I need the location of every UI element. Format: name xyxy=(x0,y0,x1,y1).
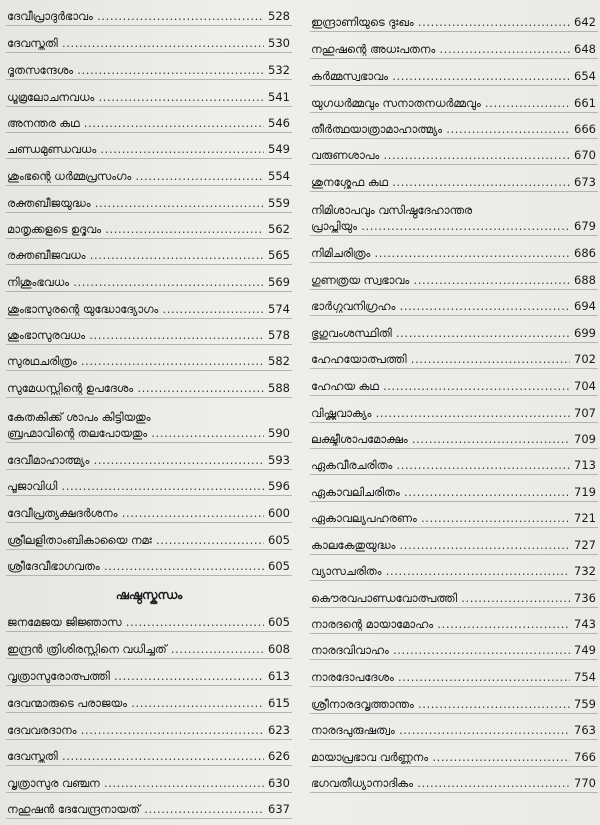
toc-entry-title-line1: കേതകിക്ക് ശാപം കിട്ടിയതും xyxy=(7,410,151,424)
toc-entry-title: ശ്രീനാരദവൃത്താന്തം ..... xyxy=(310,698,570,711)
toc-entry-page-number: 688 xyxy=(574,273,596,287)
toc-entry[interactable] xyxy=(310,86,598,113)
toc-entry-page-number: 670 xyxy=(574,148,596,162)
toc-entry[interactable] xyxy=(310,660,598,687)
toc-entry-title: ചണ്ഡമുണ്ഡവധം ..... xyxy=(6,143,264,156)
toc-entry[interactable] xyxy=(310,740,598,767)
toc-entry-title: നിമിചരിത്രം ..... xyxy=(310,247,570,260)
toc-entry[interactable] xyxy=(6,213,292,239)
toc-entry[interactable] xyxy=(310,502,598,528)
toc-entry[interactable] xyxy=(310,59,598,86)
toc-entry-page-number: 637 xyxy=(268,802,290,816)
toc-entry-title: യുഗധർമ്മവും സനാതനധർമ്മവും ..... xyxy=(310,97,570,110)
toc-entry-page-number: 559 xyxy=(268,196,290,210)
toc-entry-title: ദേവവരദാനം ..... xyxy=(6,724,264,737)
toc-entry[interactable] xyxy=(310,475,598,502)
toc-entry-title: നിശുംഭവധം ..... xyxy=(6,276,264,289)
toc-entry[interactable] xyxy=(6,107,292,133)
toc-entry-page-number: 713 xyxy=(574,458,596,472)
toc-entry[interactable] xyxy=(310,236,598,263)
toc-entry-page-number: 578 xyxy=(268,328,290,342)
toc-entry-page-number: 673 xyxy=(574,175,596,189)
toc-entry-title: നഹുഷൻ ദേവേന്ദ്രനായത് ..... xyxy=(6,803,264,816)
toc-entry-title: ശുംഭന്റെ ധർമ്മപ്രസംഗം ..... xyxy=(6,170,264,183)
toc-entry-title: ഇന്ദ്രാണിയുടെ ദുഃഖം ..... xyxy=(310,16,570,29)
toc-entry-title: വിഷ്ണുവാക്യം ..... xyxy=(310,407,570,420)
section-heading xyxy=(6,576,292,607)
toc-entry-page-number: 615 xyxy=(268,696,290,710)
toc-entry-title: കൌരവപാണ്ഡവോത്പത്തി ..... xyxy=(310,592,570,605)
toc-entry-page-number: 642 xyxy=(574,15,596,29)
toc-entry-title: ശ്രീലളിതാംബികായൈ നമഃ ..... xyxy=(6,534,264,547)
toc-entry[interactable] xyxy=(310,139,598,165)
toc-entry-title: വരുണശാപം ..... xyxy=(310,149,570,162)
toc-entry-page-number: 562 xyxy=(268,222,290,236)
toc-entry-page-number: 574 xyxy=(268,302,290,316)
toc-entry-page-number: 709 xyxy=(574,432,596,446)
toc-entry-page-number: 541 xyxy=(268,90,290,104)
toc-entry-page-number: 704 xyxy=(574,379,596,393)
toc-entry-page-number: 736 xyxy=(574,591,596,605)
toc-entry-title: നാരദവിവാഹം ..... xyxy=(310,644,570,657)
toc-entry-page-number: 528 xyxy=(268,9,290,23)
toc-entry[interactable] xyxy=(6,239,292,265)
toc-entry[interactable] xyxy=(310,263,598,290)
toc-entry-title: ധൂമ്രലോചനവധം ..... xyxy=(6,91,264,104)
toc-entry[interactable] xyxy=(310,608,598,634)
toc-entry-page-number: 749 xyxy=(574,643,596,657)
toc-entry[interactable] xyxy=(310,192,598,236)
toc-entry-page-number: 613 xyxy=(268,669,290,683)
toc-entry-title: ഹേഹയോത്പത്തി ..... xyxy=(310,353,570,366)
toc-entry-title: നഹുഷന്റെ അധഃപതനം ..... xyxy=(310,43,570,56)
toc-entry-title: ജനമേജയ ജിജ്ഞാസ ..... xyxy=(6,616,264,629)
toc-entry-page-number: 686 xyxy=(574,246,596,260)
toc-entry[interactable] xyxy=(6,523,292,550)
toc-entry-title: സുമേധസ്സിന്റെ ഉപദേശം ..... xyxy=(6,382,264,395)
toc-entry-title: സുരഥചരിത്രം ..... xyxy=(6,355,264,368)
toc-entry-title: ഭഗവതീധ്യാനാദികം ..... xyxy=(310,777,570,790)
toc-entry-page-number: 530 xyxy=(268,36,290,50)
toc-entry-page-number: 623 xyxy=(268,723,290,737)
toc-entry[interactable] xyxy=(6,398,292,443)
toc-entry-page-number: 605 xyxy=(268,533,290,547)
toc-entry-page-number: 661 xyxy=(574,96,596,110)
toc-entry-title: ദേവീപ്രാദുർഭാവം ..... xyxy=(6,10,264,23)
toc-entry[interactable] xyxy=(6,713,292,740)
toc-entry-title: നാരദന്റെ മായാമോഹം ..... xyxy=(310,618,570,631)
toc-entry[interactable] xyxy=(310,32,598,59)
toc-entry-title: ഇന്ദ്രൻ ത്രിശിരസ്സിനെ വധിച്ചത് ..... xyxy=(6,643,264,656)
toc-entry[interactable] xyxy=(6,371,292,398)
toc-entry-title: ദേവന്മാരുടെ പരാജയം ..... xyxy=(6,697,264,710)
toc-entry-title: ശുംഭാസുരന്റെ യുദ്ധോദ്യോഗം ..... xyxy=(6,303,264,316)
toc-entry-page-number: 630 xyxy=(268,776,290,790)
toc-entry[interactable] xyxy=(6,659,292,686)
toc-entry-title: പ്രാപ്തിയും ..... xyxy=(310,220,570,233)
toc-entry-title: ലക്ഷ്മീശാപമോക്ഷം ..... xyxy=(310,433,570,446)
toc-entry[interactable] xyxy=(6,345,292,371)
toc-entry-page-number: 565 xyxy=(268,248,290,262)
toc-entry-page-number: 590 xyxy=(268,426,290,440)
toc-entry-page-number: 546 xyxy=(268,116,290,130)
toc-entry[interactable] xyxy=(6,793,292,819)
toc-entry-title: ഹേഹയ കഥ ..... xyxy=(310,380,570,393)
toc-entry-title: ദേവസ്തുതി ..... xyxy=(6,37,264,50)
toc-entry-title: നാരദപുരുഷത്വം ..... xyxy=(310,724,570,737)
toc-entry-page-number: 605 xyxy=(268,615,290,629)
toc-entry-title: ഗുണത്രയ സ്വഭാവം ..... xyxy=(310,274,570,287)
toc-entry-page-number: 593 xyxy=(268,453,290,467)
toc-entry-title: ദേവസ്തുതി ..... xyxy=(6,750,264,763)
toc-entry-title: വ്യാസചരിതം ..... xyxy=(310,565,570,578)
toc-entry-page-number: 626 xyxy=(268,749,290,763)
toc-entry[interactable] xyxy=(6,740,292,766)
toc-entry[interactable] xyxy=(6,186,292,213)
toc-entry-title: കർമ്മസ്വഭാവം ..... xyxy=(310,70,570,83)
toc-entry[interactable] xyxy=(310,423,598,449)
toc-right-column xyxy=(310,0,598,793)
toc-entry-page-number: 569 xyxy=(268,275,290,289)
toc-entry[interactable] xyxy=(6,686,292,713)
toc-entry[interactable] xyxy=(310,581,598,608)
toc-entry-page-number: 699 xyxy=(574,326,596,340)
toc-entry[interactable] xyxy=(310,634,598,660)
toc-entry-title: ശ്രീദേവീഭാഗവതം ..... xyxy=(6,560,264,573)
toc-entry-page-number: 648 xyxy=(574,42,596,56)
toc-entry-title: ഏകാവല്യപഹരണം ..... xyxy=(310,512,570,525)
toc-entry-page-number: 770 xyxy=(574,776,596,790)
toc-entry-page-number: 532 xyxy=(268,63,290,77)
toc-entry-title: ഭാർഗ്ഗവനിഗ്രഹം ..... xyxy=(310,300,570,313)
toc-entry-page-number: 654 xyxy=(574,69,596,83)
toc-entry[interactable] xyxy=(6,632,292,659)
section-heading-text: ഷഷ്ഠസ്കന്ധം xyxy=(115,588,183,602)
toc-left-column xyxy=(6,0,292,819)
toc-entry-title-line1: നിമിശാപവും വസിഷ്ഠദേഹാന്തര xyxy=(311,203,473,217)
toc-entry-page-number: 549 xyxy=(268,142,290,156)
toc-entry-page-number: 554 xyxy=(268,169,290,183)
toc-entry-page-number: 694 xyxy=(574,299,596,313)
toc-entry-title: ഏകാവലിചരിതം ..... xyxy=(310,486,570,499)
toc-entry-title: തീർത്ഥയാത്രാമാഹാത്മ്യം ..... xyxy=(310,123,570,136)
toc-entry-title: ദേവീപ്രത്യക്ഷദർശനം ..... xyxy=(6,507,264,520)
toc-entry-page-number: 600 xyxy=(268,506,290,520)
toc-entry-page-number: 666 xyxy=(574,122,596,136)
toc-entry[interactable] xyxy=(310,343,598,369)
toc-entry[interactable] xyxy=(310,767,598,793)
toc-entry-page-number: 588 xyxy=(268,381,290,395)
toc-entry[interactable] xyxy=(6,292,292,319)
toc-entry-page-number: 759 xyxy=(574,697,596,711)
toc-entry-title: ദൂതസന്ദേശം ..... xyxy=(6,64,264,77)
toc-entry-title: വൃത്രാസുര വഞ്ചന ..... xyxy=(6,777,264,790)
toc-entry-title: മായാപ്രഭാവ വർണ്ണനം ..... xyxy=(310,751,570,764)
toc-entry[interactable] xyxy=(310,290,598,316)
toc-entry-title: നാരദോപദേശം ..... xyxy=(310,671,570,684)
toc-entry[interactable] xyxy=(6,53,292,80)
toc-entry-page-number: 754 xyxy=(574,670,596,684)
toc-entry[interactable] xyxy=(310,113,598,139)
toc-entry[interactable] xyxy=(310,528,598,555)
toc-entry[interactable] xyxy=(6,26,292,53)
toc-entry-title: മാതൃക്കളുടെ ഉദ്ഭവം ..... xyxy=(6,223,264,236)
toc-entry[interactable] xyxy=(310,714,598,740)
toc-entry[interactable] xyxy=(310,0,598,32)
toc-entry-page-number: 679 xyxy=(574,219,596,233)
toc-entry[interactable] xyxy=(6,0,292,26)
toc-entry-page-number: 608 xyxy=(268,642,290,656)
toc-entry-title: ഭൃഗുവംശസ്ഥിതി ..... xyxy=(310,327,570,340)
toc-entry-page-number: 732 xyxy=(574,564,596,578)
toc-entry[interactable] xyxy=(6,133,292,159)
toc-entry[interactable] xyxy=(6,443,292,470)
toc-entry-page-number: 727 xyxy=(574,538,596,552)
toc-entry-title: ശുനശ്ശേഫ കഥ ..... xyxy=(310,176,570,189)
toc-entry[interactable] xyxy=(6,550,292,576)
toc-entry-title: രക്തബീജവധം ..... xyxy=(6,249,264,262)
toc-entry[interactable] xyxy=(310,316,598,343)
toc-entry-title: കാലകേതുയുദ്ധം ..... xyxy=(310,539,570,552)
toc-entry[interactable] xyxy=(6,319,292,345)
toc-entry[interactable] xyxy=(6,80,292,107)
toc-entry-page-number: 596 xyxy=(268,479,290,493)
toc-entry[interactable] xyxy=(6,159,292,186)
toc-entry[interactable] xyxy=(6,766,292,793)
toc-entry-title: പൂജാവിധി ..... xyxy=(6,480,264,493)
toc-entry-title: രക്തബീജയുദ്ധം ..... xyxy=(6,197,264,210)
toc-entry-title: ബ്രഹ്മാവിന്റെ തലപോയതും ..... xyxy=(6,427,264,440)
toc-entry[interactable] xyxy=(310,396,598,423)
toc-entry-title: ശുംഭാസുരവധം ..... xyxy=(6,329,264,342)
toc-entry-page-number: 719 xyxy=(574,485,596,499)
toc-entry[interactable] xyxy=(6,607,292,632)
toc-entry-title: വൃത്രാസുരോത്പത്തി ..... xyxy=(6,670,264,683)
toc-entry-page-number: 605 xyxy=(268,559,290,573)
toc-entry[interactable] xyxy=(310,449,598,475)
toc-entry[interactable] xyxy=(6,470,292,496)
toc-entry-title: അനന്തര കഥ ..... xyxy=(6,117,264,130)
toc-entry[interactable] xyxy=(310,369,598,396)
toc-entry-title: ദേവീമാഹാത്മ്യം ..... xyxy=(6,454,264,467)
toc-entry[interactable] xyxy=(6,265,292,292)
toc-entry-page-number: 707 xyxy=(574,406,596,420)
toc-entry-page-number: 702 xyxy=(574,352,596,366)
toc-entry[interactable] xyxy=(310,555,598,581)
toc-entry-page-number: 766 xyxy=(574,750,596,764)
toc-entry[interactable] xyxy=(310,165,598,192)
toc-entry-page-number: 721 xyxy=(574,511,596,525)
toc-entry-title: ഏകവീരചരിതം ..... xyxy=(310,459,570,472)
toc-entry-page-number: 582 xyxy=(268,354,290,368)
toc-entry-page-number: 743 xyxy=(574,617,596,631)
toc-entry[interactable] xyxy=(310,687,598,714)
toc-entry-page-number: 763 xyxy=(574,723,596,737)
toc-entry[interactable] xyxy=(6,496,292,523)
